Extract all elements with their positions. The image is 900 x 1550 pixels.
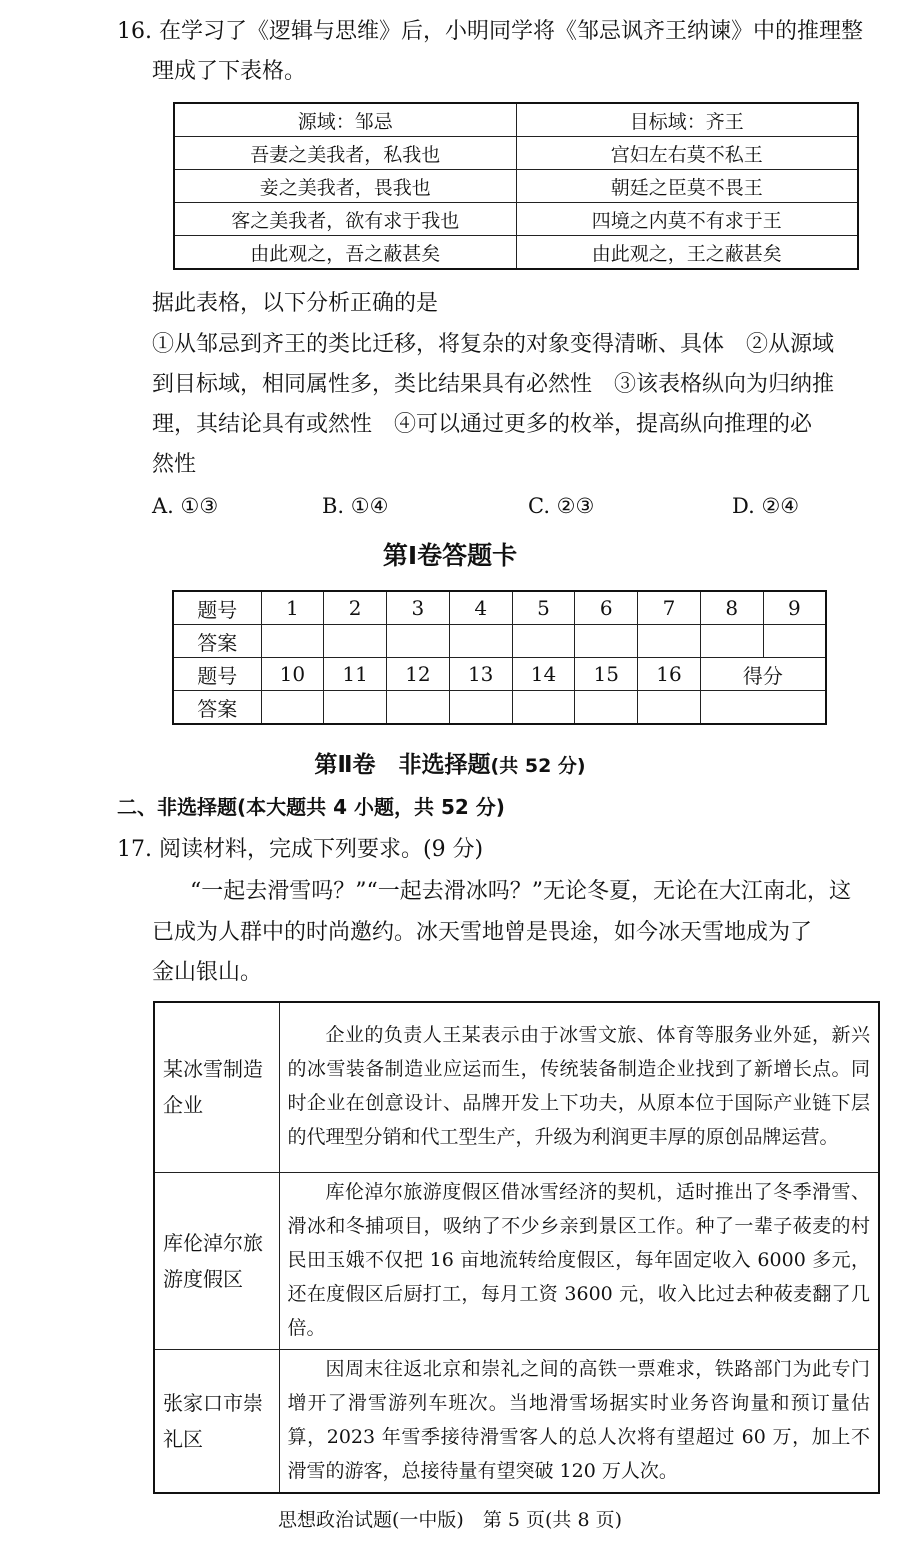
table-cell: 吾妻之美我者，私我也 xyxy=(174,137,516,170)
table-row xyxy=(174,236,858,270)
question-number: 14 xyxy=(512,658,575,691)
question-number: 9 xyxy=(763,591,826,625)
row-label: 题号 xyxy=(173,591,261,625)
answer-card-title: 第Ⅰ卷答题卡 xyxy=(382,541,518,570)
material-text xyxy=(279,1172,879,1349)
q17-intro-line: “一起去滑雪吗？”“一起去滑冰吗？”无论冬夏，无论在大江南北，这 xyxy=(190,879,851,904)
table-cell: 妾之美我者，畏我也 xyxy=(174,170,516,203)
row-label: 题号 xyxy=(173,658,261,691)
material-label: 某冰雪制造企业 xyxy=(154,1002,279,1172)
part2-title xyxy=(0,745,900,786)
question-number: 13 xyxy=(449,658,512,691)
table-row xyxy=(174,170,858,203)
page-footer: 思想政治试题(一中版) 第 5 页(共 8 页) xyxy=(278,1509,622,1531)
answer-card-table xyxy=(172,590,827,725)
material-row xyxy=(154,1349,879,1493)
question-number: 1 xyxy=(261,591,324,625)
score-cell[interactable] xyxy=(700,691,826,725)
answer-cell[interactable] xyxy=(261,625,324,658)
question-number: 2 xyxy=(324,591,387,625)
q16-prompt: 据此表格，以下分析正确的是 xyxy=(152,291,439,316)
q17-intro-line: 金山银山。 xyxy=(152,960,263,985)
answer-cell[interactable] xyxy=(575,625,638,658)
q16-stem-line2: 理成了下表格。 xyxy=(152,59,307,84)
material-paragraph: 企业的负责人王某表示由于冰雪文旅、体育等服务业外延，新兴的冰雪装备制造业应运而生，传统装备制造企业找到了新增长点。同时企业在创意设计、品牌开发上下功夫，从原本位于国际产业链下层的代理型分销和代工型生产，升级为利润更丰厚的原创品牌运营。 xyxy=(287,1024,870,1149)
part2-title-score: (共 52 分) xyxy=(490,755,586,777)
q16-statement-line: ①从邹忌到齐王的类比迁移，将复杂的对象变得清晰、具体 ②从源域 xyxy=(152,332,835,357)
table-cell: 四境之内莫不有求于王 xyxy=(516,203,858,236)
answer-cell[interactable] xyxy=(324,625,387,658)
answer-cell[interactable] xyxy=(261,691,324,725)
question-number: 11 xyxy=(324,658,387,691)
section-heading: 二、非选择题(本大题共 4 小题，共 52 分) xyxy=(117,795,505,819)
part2-title-text: 第Ⅱ卷 非选择题 xyxy=(314,752,491,778)
answer-cell[interactable] xyxy=(638,625,701,658)
question-number: 16 xyxy=(638,658,701,691)
question-number: 15 xyxy=(575,658,638,691)
answer-cell[interactable] xyxy=(575,691,638,725)
table-row xyxy=(174,203,858,236)
question-number: 5 xyxy=(512,591,575,625)
material-text xyxy=(279,1349,879,1493)
question-number: 10 xyxy=(261,658,324,691)
table-cell: 宫妇左右莫不私王 xyxy=(516,137,858,170)
table-cell: 朝廷之臣莫不畏王 xyxy=(516,170,858,203)
table-header: 源域：邹忌 xyxy=(174,103,516,137)
option-a[interactable]: A. ①③ xyxy=(152,494,219,518)
analogy-table xyxy=(173,102,859,270)
table-row xyxy=(174,137,858,170)
answer-cell[interactable] xyxy=(387,691,450,725)
answer-cell[interactable] xyxy=(449,625,512,658)
answer-cell[interactable] xyxy=(387,625,450,658)
option-c[interactable]: C. ②③ xyxy=(528,494,595,518)
answer-cell[interactable] xyxy=(324,691,387,725)
q16-statement-line: 到目标域，相同属性多，类比结果具有必然性 ③该表格纵向为归纳推 xyxy=(152,372,835,397)
q16-options xyxy=(152,486,872,526)
option-b[interactable]: B. ①④ xyxy=(322,494,389,518)
table-cell: 由此观之，王之蔽甚矣 xyxy=(516,236,858,270)
answer-cell[interactable] xyxy=(512,625,575,658)
question-number: 7 xyxy=(638,591,701,625)
material-paragraph: 库伦淖尔旅游度假区借冰雪经济的契机，适时推出了冬季滑雪、滑冰和冬捕项目，吸纳了不少乡亲到景区工作。种了一辈子莜麦的村民田玉娥不仅把 16 亩地流转给度假区，每年固定收入 6000 多元，还在度假区后厨打工，每月工资 3600 元，收入比过去种莜麦翻了几倍。 xyxy=(287,1180,870,1339)
answer-cell[interactable] xyxy=(449,691,512,725)
table-header: 目标域：齐王 xyxy=(516,103,858,137)
question-number: 6 xyxy=(575,591,638,625)
material-paragraph: 因周末往返北京和崇礼之间的高铁一票难求，铁路部门为此专门增开了滑雪游列车班次。当地滑雪场据实时业务咨询量和预订量估算，2023 年雪季接待滑雪客人的总人次将有望超过 60 万，加上不滑雪的游客，总接待量有望突破 120 万人次。 xyxy=(287,1357,870,1482)
material-row xyxy=(154,1172,879,1349)
row-label: 答案 xyxy=(173,625,261,658)
q16-statement-line: 理，其结论具有或然性 ④可以通过更多的枚举，提高纵向推理的必 xyxy=(152,412,813,437)
q17-heading: 17. 阅读材料，完成下列要求。(9 分) xyxy=(117,837,484,862)
answer-cell[interactable] xyxy=(763,625,826,658)
answer-cell[interactable] xyxy=(700,625,763,658)
score-label: 得分 xyxy=(700,658,826,691)
question-number: 8 xyxy=(700,591,763,625)
q16-stem-line1: 16. 在学习了《逻辑与思维》后，小明同学将《邹忌讽齐王纳谏》中的推理整 xyxy=(117,19,863,44)
material-text xyxy=(279,1002,879,1172)
q16-statement-line: 然性 xyxy=(152,452,197,477)
material-label: 张家口市崇礼区 xyxy=(154,1349,279,1493)
q17-intro-line: 已成为人群中的时尚邀约。冰天雪地曾是畏途，如今冰天雪地成为了 xyxy=(152,920,813,945)
question-number: 3 xyxy=(387,591,450,625)
table-cell: 由此观之，吾之蔽甚矣 xyxy=(174,236,516,270)
material-label: 库伦淖尔旅游度假区 xyxy=(154,1172,279,1349)
table-cell: 客之美我者，欲有求于我也 xyxy=(174,203,516,236)
material-table xyxy=(153,1001,880,1494)
question-number: 4 xyxy=(449,591,512,625)
option-d[interactable]: D. ②④ xyxy=(732,494,800,518)
answer-cell[interactable] xyxy=(638,691,701,725)
question-number: 12 xyxy=(387,658,450,691)
row-label: 答案 xyxy=(173,691,261,725)
material-row xyxy=(154,1002,879,1172)
answer-cell[interactable] xyxy=(512,691,575,725)
